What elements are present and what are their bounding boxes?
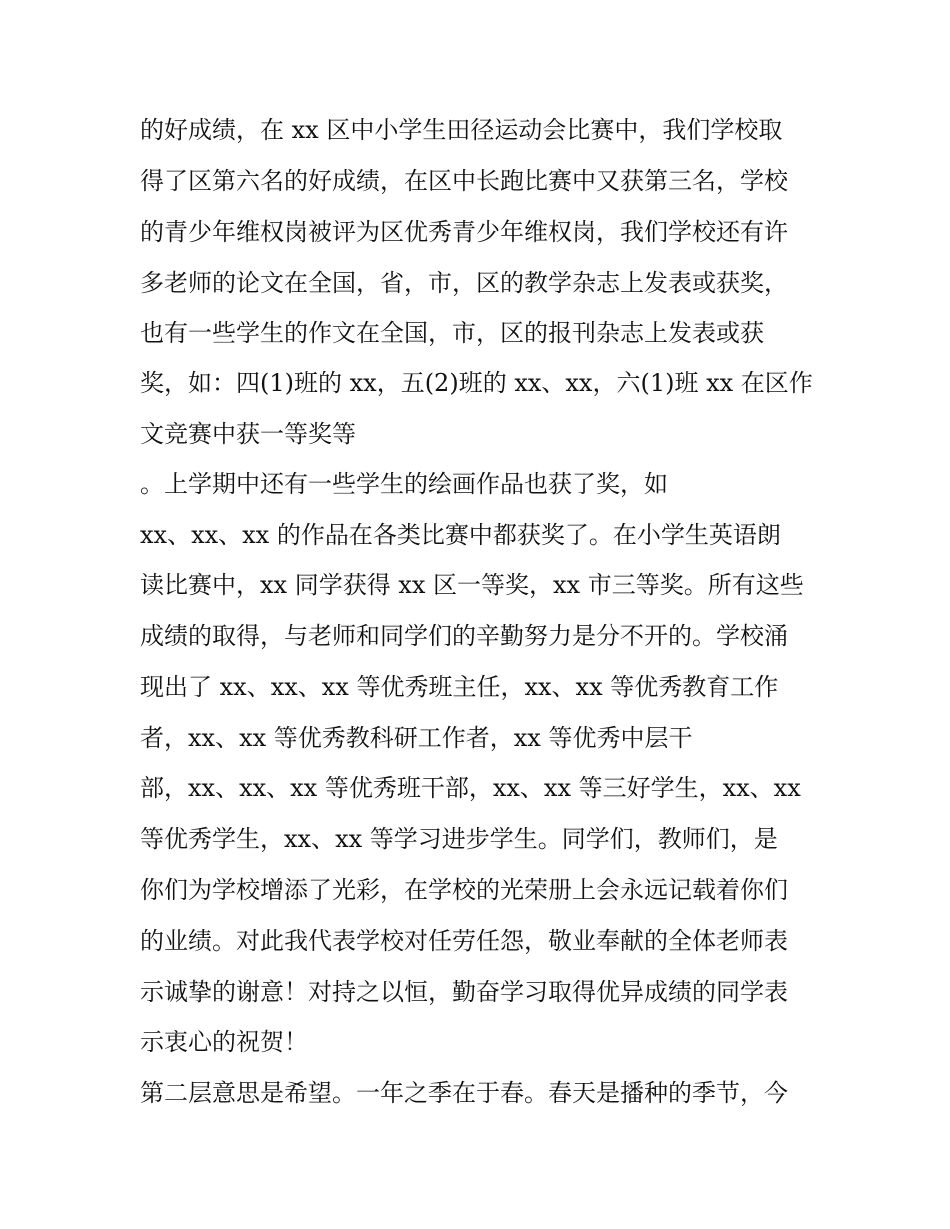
text-line: 。上学期中还有一些学生的绘画作品也获了奖，如 bbox=[140, 470, 668, 498]
text-line: 的青少年维权岗被评为区优秀青少年维权岗，我们学校还有许 bbox=[140, 218, 788, 246]
text-line: 等优秀学生，xx、xx 等学习进步学生。同学们，教师们，是 bbox=[140, 825, 778, 853]
text-line: 的业绩。对此我代表学校对任劳任怨，敬业奉献的全体老师表 bbox=[140, 927, 788, 955]
text-line: 奖，如：四(1)班的 xx，五(2)班的 xx、xx，六(1)班 xx 在区作 bbox=[140, 369, 813, 397]
text-line: 成绩的取得，与老师和同学们的辛勤努力是分不开的。学校涌 bbox=[140, 622, 788, 650]
text-line: 第二层意思是希望。一年之季在于春。春天是播种的季节，今 bbox=[140, 1079, 788, 1107]
text-line: 读比赛中，xx 同学获得 xx 区一等奖，xx 市三等奖。所有这些 bbox=[140, 571, 804, 599]
text-line: 者，xx、xx 等优秀教科研工作者，xx 等优秀中层干 bbox=[140, 724, 693, 752]
text-line: 得了区第六名的好成绩，在区中长跑比赛中又获第三名，学校 bbox=[140, 167, 788, 195]
text-line: 示衷心的祝贺！ bbox=[140, 1028, 308, 1056]
text-line: 也有一些学生的作文在全国，市，区的报刊杂志上发表或获 bbox=[140, 319, 764, 347]
text-line: 文竞赛中获一等奖等 bbox=[140, 420, 356, 448]
text-line: 现出了 xx、xx、xx 等优秀班主任，xx、xx 等优秀教育工作 bbox=[140, 673, 779, 701]
text-line: 部，xx、xx、xx 等优秀班干部，xx、xx 等三好学生，xx、xx bbox=[140, 774, 801, 802]
text-line: xx、xx、xx 的作品在各类比赛中都获奖了。在小学生英语朗 bbox=[140, 521, 781, 549]
text-line: 你们为学校增添了光彩，在学校的光荣册上会永远记载着你们 bbox=[140, 876, 788, 904]
text-line: 多老师的论文在全国，省，市，区的教学杂志上发表或获奖， bbox=[140, 269, 788, 297]
text-line: 的好成绩，在 xx 区中小学生田径运动会比赛中，我们学校取 bbox=[140, 116, 783, 144]
text-line: 示诚挚的谢意！对持之以恒，勤奋学习取得优异成绩的同学表 bbox=[140, 978, 788, 1006]
